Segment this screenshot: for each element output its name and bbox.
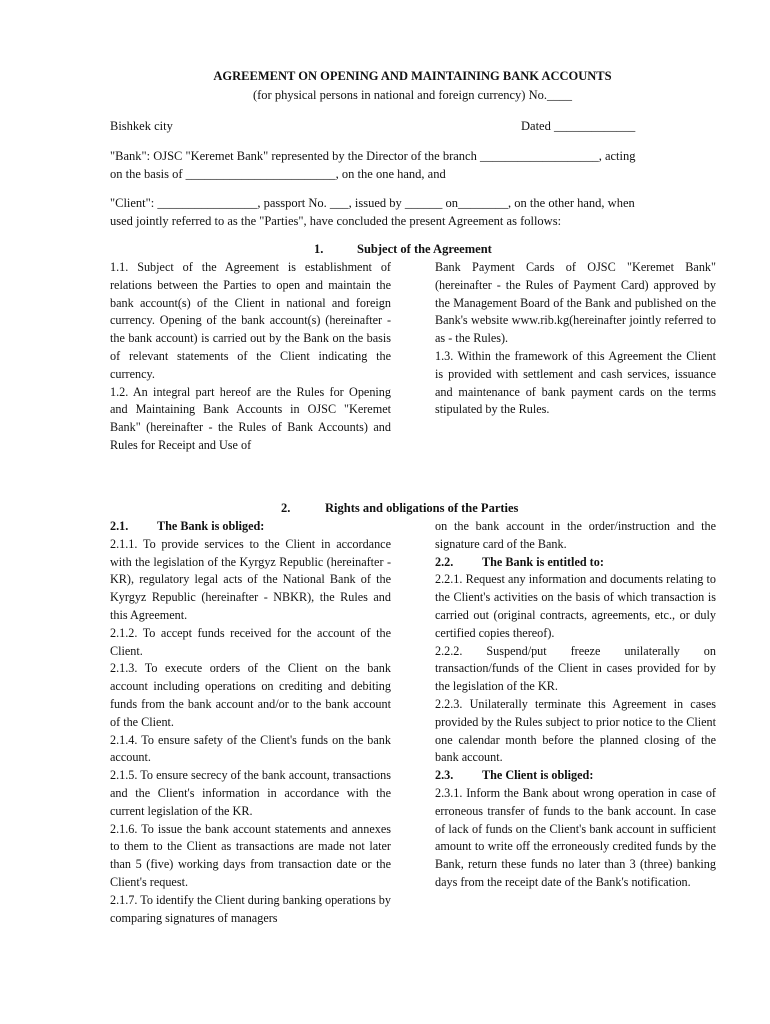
- clause-1-2: 1.2. An integral part hereof are the Rules for Opening and Maintaining Bank Accounts in OJSC "Keremet Bank" (hereinafter - the Rules of Bank Accounts) and Rules for Receipt and Use of: [110, 384, 391, 452]
- clause-2-2-2: 2.2.2. Suspend/put freeze unilaterally on transaction/funds of the Client in cases provided for by the legislation of the KR.: [435, 643, 716, 694]
- section-2-right-column: [435, 518, 716, 892]
- document-title: AGREEMENT ON OPENING AND MAINTAINING BANK ACCOUNTS: [213, 69, 612, 83]
- city-label: Bishkek city: [110, 119, 173, 133]
- client-party-line-2: used jointly referred to as the "Parties", have concluded the present Agreement as follows:: [110, 214, 562, 228]
- clause-2-2-3: 2.2.3. Unilaterally terminate this Agreement in cases provided by the Rules subject to prior notice to the Client one calendar month before the planned closing of the bank account.: [435, 696, 716, 765]
- section-2-heading: Rights and obligations of the Parties: [325, 501, 519, 515]
- section-1-right-column: [435, 259, 716, 419]
- clause-2-1-6: 2.1.6. To issue the bank account statements and annexes to them to the Client as transactions are made not later than 5 (five) working days from transaction date or the Client's request.: [110, 821, 391, 889]
- clause-2-3-1: 2.3.1. Inform the Bank about wrong operation in case of erroneous transfer of funds to the bank account. In case of lack of funds on the Client's bank account in sufficient amount to write off the erroneously credited funds by the Bank, return these funds no later than 3 (three) banking days from the receipt date of the Bank's notification.: [435, 785, 716, 889]
- clause-2-1-2: 2.1.2. To accept funds received for the account of the Client.: [110, 625, 391, 658]
- section-2-left-column: [110, 518, 391, 927]
- clause-1-1: 1.1. Subject of the Agreement is establishment of relations between the Parties to open and maintain the bank account(s) of the Client in national and foreign currency. Opening of the bank account(s) (hereinafter - the bank account) is carried out by the Bank on the basis of relevant statements of the Client indicating the currency.: [110, 260, 391, 381]
- clause-2-1-4: 2.1.4. To ensure safety of the Client's funds on the bank account.: [110, 732, 391, 765]
- subsection-2-1-number: 2.1.: [110, 519, 129, 533]
- subsection-2-3-heading: [435, 767, 716, 785]
- subsection-2-3-title: The Client is obliged:: [482, 768, 594, 783]
- bank-party-line-1: "Bank": OJSC "Keremet Bank" represented by the Director of the branch ___________________, acting: [110, 149, 636, 163]
- subsection-2-3-number: 2.3.: [435, 768, 454, 783]
- subsection-2-1-title: The Bank is obliged:: [157, 519, 265, 533]
- clause-2-1-7: 2.1.7. To identify the Client during banking operations by comparing signatures of managers: [110, 892, 391, 925]
- clause-2-1-1: 2.1.1. To provide services to the Client in accordance with the legislation of the Kyrgyz Republic (hereinafter - KR), regulatory legal acts of the National Bank of the Kyrgyz Republic (hereinafter - NBKR), the Rules and this Agreement.: [110, 536, 391, 622]
- document-subtitle: (for physical persons in national and foreign currency) No.____: [252, 88, 572, 102]
- subsection-2-2-number: 2.2.: [435, 554, 454, 569]
- section-1-number: 1.: [314, 242, 324, 256]
- clause-2-2-1: 2.2.1. Request any information and documents relating to the Client's activities on the basis of which transaction is carried out (original contracts, agreements, etc., or duly certified copies thereof).: [435, 572, 716, 640]
- subsection-2-1-heading: [110, 518, 391, 536]
- clause-2-1-3: 2.1.3. To execute orders of the Client on the bank account including operations on crediting and debiting funds from the bank account and/or to the bank account of the Client.: [110, 661, 391, 729]
- clause-1-3: 1.3. Within the framework of this Agreement the Client is provided with settlement and cash services, issuance and maintenance of bank payment cards on the terms stipulated by the Rules.: [435, 348, 716, 417]
- clause-2-1-7-cont: on the bank account in the order/instruction and the signature card of the Bank.: [435, 519, 716, 551]
- section-1-left-column: [110, 259, 391, 455]
- bank-party-line-2: on the basis of ________________________, on the one hand, and: [110, 167, 446, 181]
- client-party-line-1: "Client": ________________, passport No. ___, issued by ______ on________, on the other hand, when: [110, 196, 635, 210]
- date-field: Dated _____________: [521, 119, 636, 133]
- clause-2-1-5: 2.1.5. To ensure secrecy of the bank account, transactions and the Client's information in accordance with the current legislation of the KR.: [110, 768, 391, 818]
- clause-1-2-cont: Bank Payment Cards of OJSC "Keremet Bank" (hereinafter - the Rules of Payment Card) approved by the Management Board of the Bank and published on the Bank's website www.rib.kg(hereinafter jointly referred to as - the Rules).: [435, 260, 716, 346]
- section-2-number: 2.: [281, 501, 291, 515]
- section-1-heading: Subject of the Agreement: [357, 242, 492, 256]
- subsection-2-2-title: The Bank is entitled to:: [482, 554, 604, 569]
- subsection-2-2-heading: [435, 554, 716, 572]
